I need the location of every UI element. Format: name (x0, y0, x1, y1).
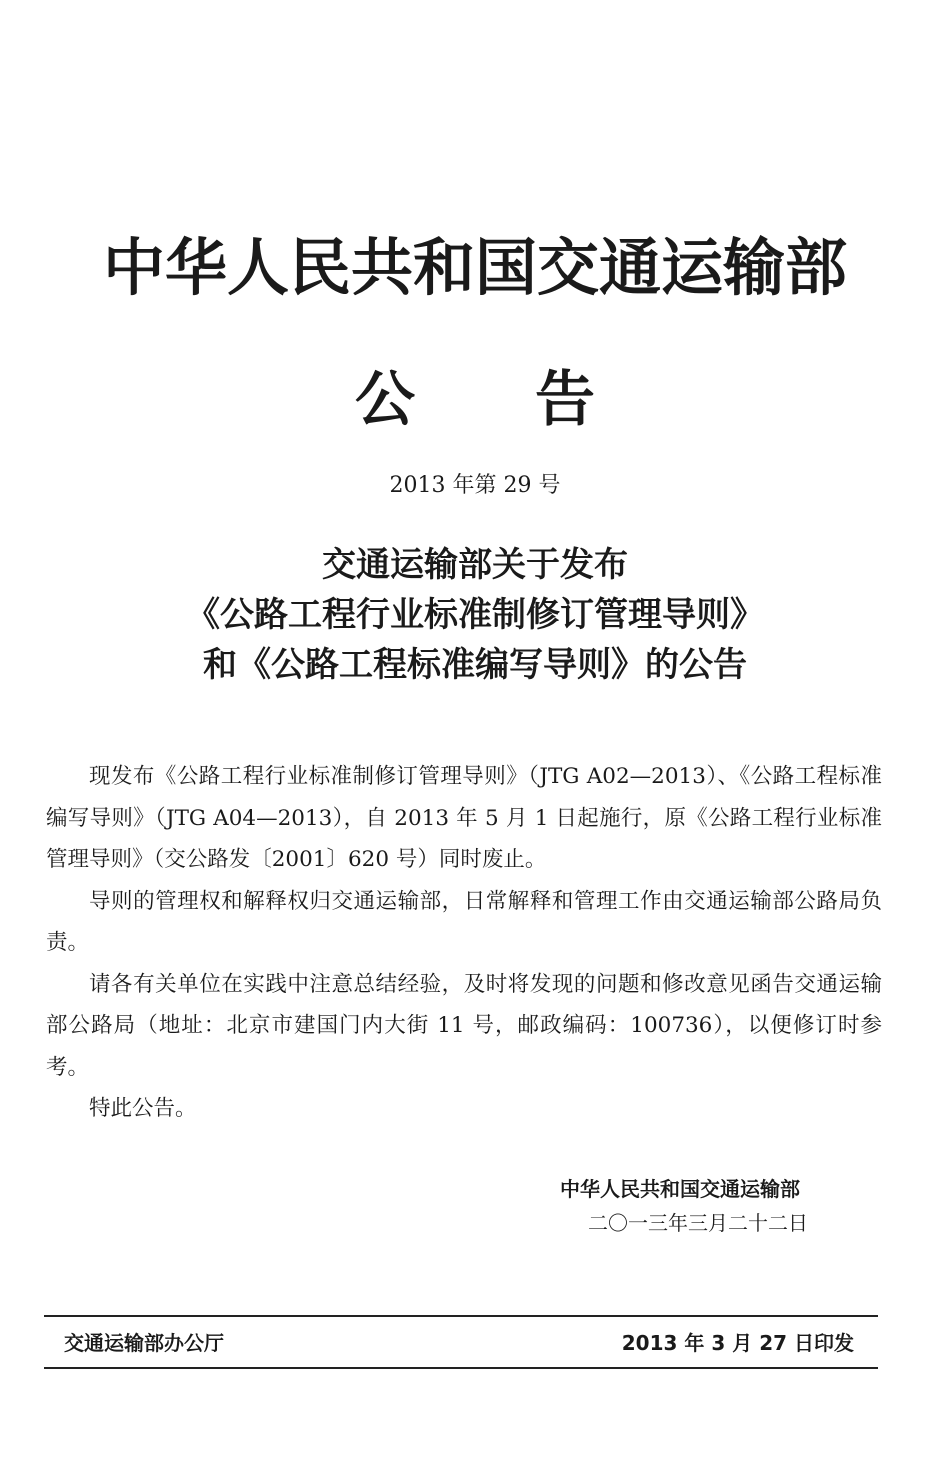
body-paragraph-2: 导则的管理权和解释权归交通运输部，日常解释和管理工作由交通运输部公路局负责。 (46, 888, 882, 955)
signature-block (560, 1174, 860, 1238)
body-paragraph-3: 请各有关单位在实践中注意总结经验，及时将发现的问题和修改意见函告交通运输部公路局（地址：北京市建国门内大街 11 号，邮政编码：100736），以便修订时参考。 (46, 971, 882, 1080)
document-type (0, 362, 950, 438)
body-paragraph-4: 特此公告。 (89, 1096, 197, 1121)
body-paragraph-1: 现发布《公路工程行业标准制修订管理导则》（JTG A02—2013）、《公路工程标准编写导则》（JTG A04—2013），自 2013 年 5 月 1 日起施行，原《公路工程行业标准管理导则》（交公路发〔2001〕620 号）同时废止。 (46, 764, 882, 872)
signature-date: 二〇一三年三月二十二日 (588, 1211, 808, 1235)
signature-organization: 中华人民共和国交通运输部 (560, 1177, 800, 1201)
document-number: 2013 年第 29 号 (389, 473, 561, 498)
announcement-body (46, 756, 882, 1130)
footer-top-rule (44, 1315, 878, 1317)
ministry-name: 中华人民共和国交通运输部 (102, 231, 847, 304)
footer-issuer: 交通运输部办公厅 (64, 1331, 224, 1355)
announcement-title (0, 540, 950, 690)
document-type-char-2: 告 (535, 365, 595, 435)
footer-bottom-rule (44, 1367, 878, 1369)
title-line-1: 交通运输部关于发布 (322, 545, 628, 585)
document-type-char-1: 公 (355, 365, 415, 435)
title-line-2: 《公路工程行业标准制修订管理导则》 (186, 595, 764, 635)
title-line-3: 和《公路工程标准编写导则》的公告 (203, 645, 747, 685)
footer-print-date: 2013 年 3 月 27 日印发 (621, 1331, 854, 1355)
